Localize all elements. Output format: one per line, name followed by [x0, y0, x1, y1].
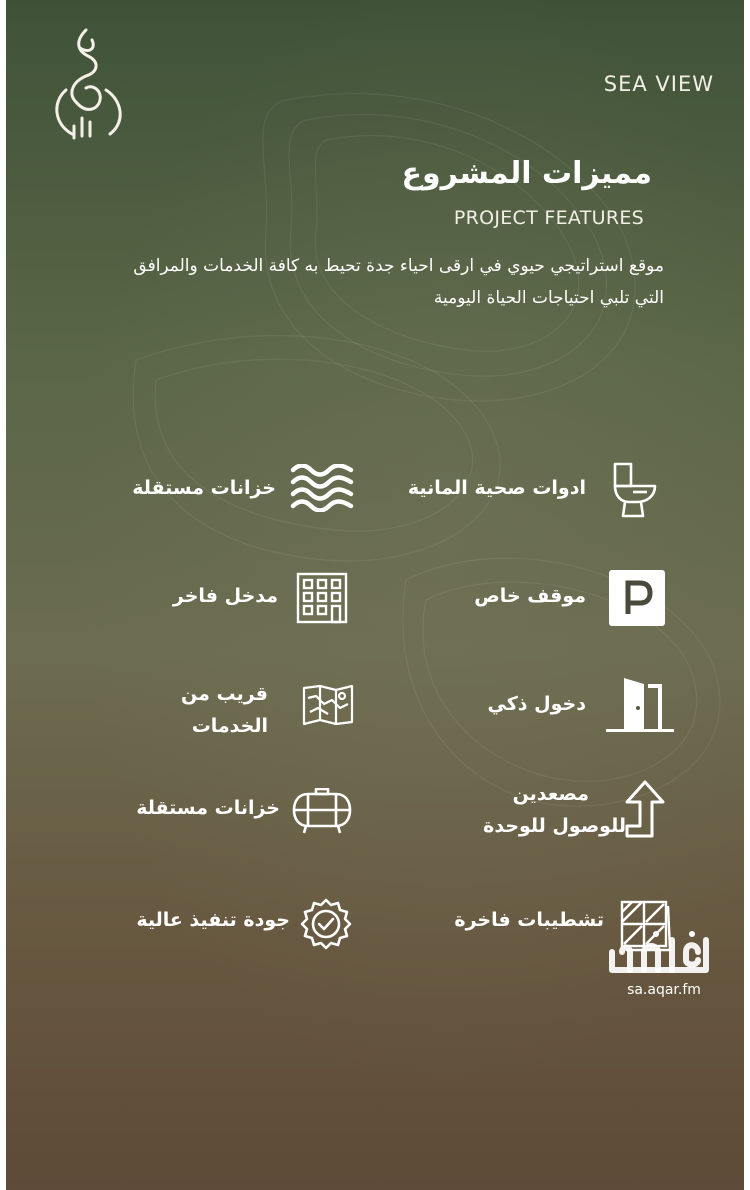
poster	[6, 0, 744, 1190]
tank-icon	[292, 788, 352, 834]
feature-near-services	[156, 678, 366, 748]
feature-sanitary-ware	[406, 458, 666, 522]
aqar-url: sa.aqar.fm	[627, 982, 701, 998]
map-icon	[302, 684, 354, 726]
door-icon	[604, 676, 676, 734]
feature-label-line: قريب من	[181, 683, 268, 705]
feature-label: مدخل فاخر	[172, 585, 278, 607]
section-title-arabic: مميزات المشروع	[401, 156, 652, 191]
brand-name: SEA VIEW	[603, 72, 714, 96]
feature-luxury-entrance	[146, 568, 366, 632]
feature-label: تشطيبات فاخرة	[454, 909, 604, 931]
feature-independent-tanks	[116, 782, 366, 846]
feature-elevators	[406, 778, 676, 848]
feature-label-line: الخدمات	[191, 715, 268, 737]
feature-label-line: للوصول للوحدة	[483, 815, 626, 837]
project-logo	[46, 26, 130, 144]
elevator-arrow-icon	[624, 780, 666, 840]
parking-icon	[609, 570, 665, 626]
feature-label: ادوات صحية المانية	[407, 477, 586, 499]
aqar-watermark	[606, 930, 726, 1010]
project-description	[24, 250, 664, 314]
toilet-icon	[611, 462, 659, 518]
feature-label: موقف خاص	[474, 585, 586, 607]
feature-smart-entry	[406, 676, 686, 740]
feature-label: جودة تنفيذ عالية	[136, 909, 290, 931]
feature-independent-tanks-water	[126, 458, 366, 522]
building-icon	[294, 570, 350, 626]
feature-label: خزانات مستقلة	[136, 797, 280, 819]
feature-private-parking	[406, 568, 666, 632]
description-line: التي تلبي احتياجات الحياة اليومية	[433, 288, 664, 308]
description-line: موقع استراتيجي حيوي في ارقى احياء جدة تحيط به كافة الخدمات والمرافق	[133, 256, 664, 276]
feature-high-quality	[116, 892, 366, 956]
feature-label: خزانات مستقلة	[132, 477, 276, 499]
feature-label: دخول ذكي	[487, 693, 586, 715]
water-waves-icon	[289, 464, 355, 512]
aqar-logo	[606, 930, 722, 980]
feature-label-line: مصعدين	[512, 783, 589, 805]
quality-badge-icon	[300, 898, 352, 950]
section-title-english: PROJECT FEATURES	[453, 207, 644, 229]
